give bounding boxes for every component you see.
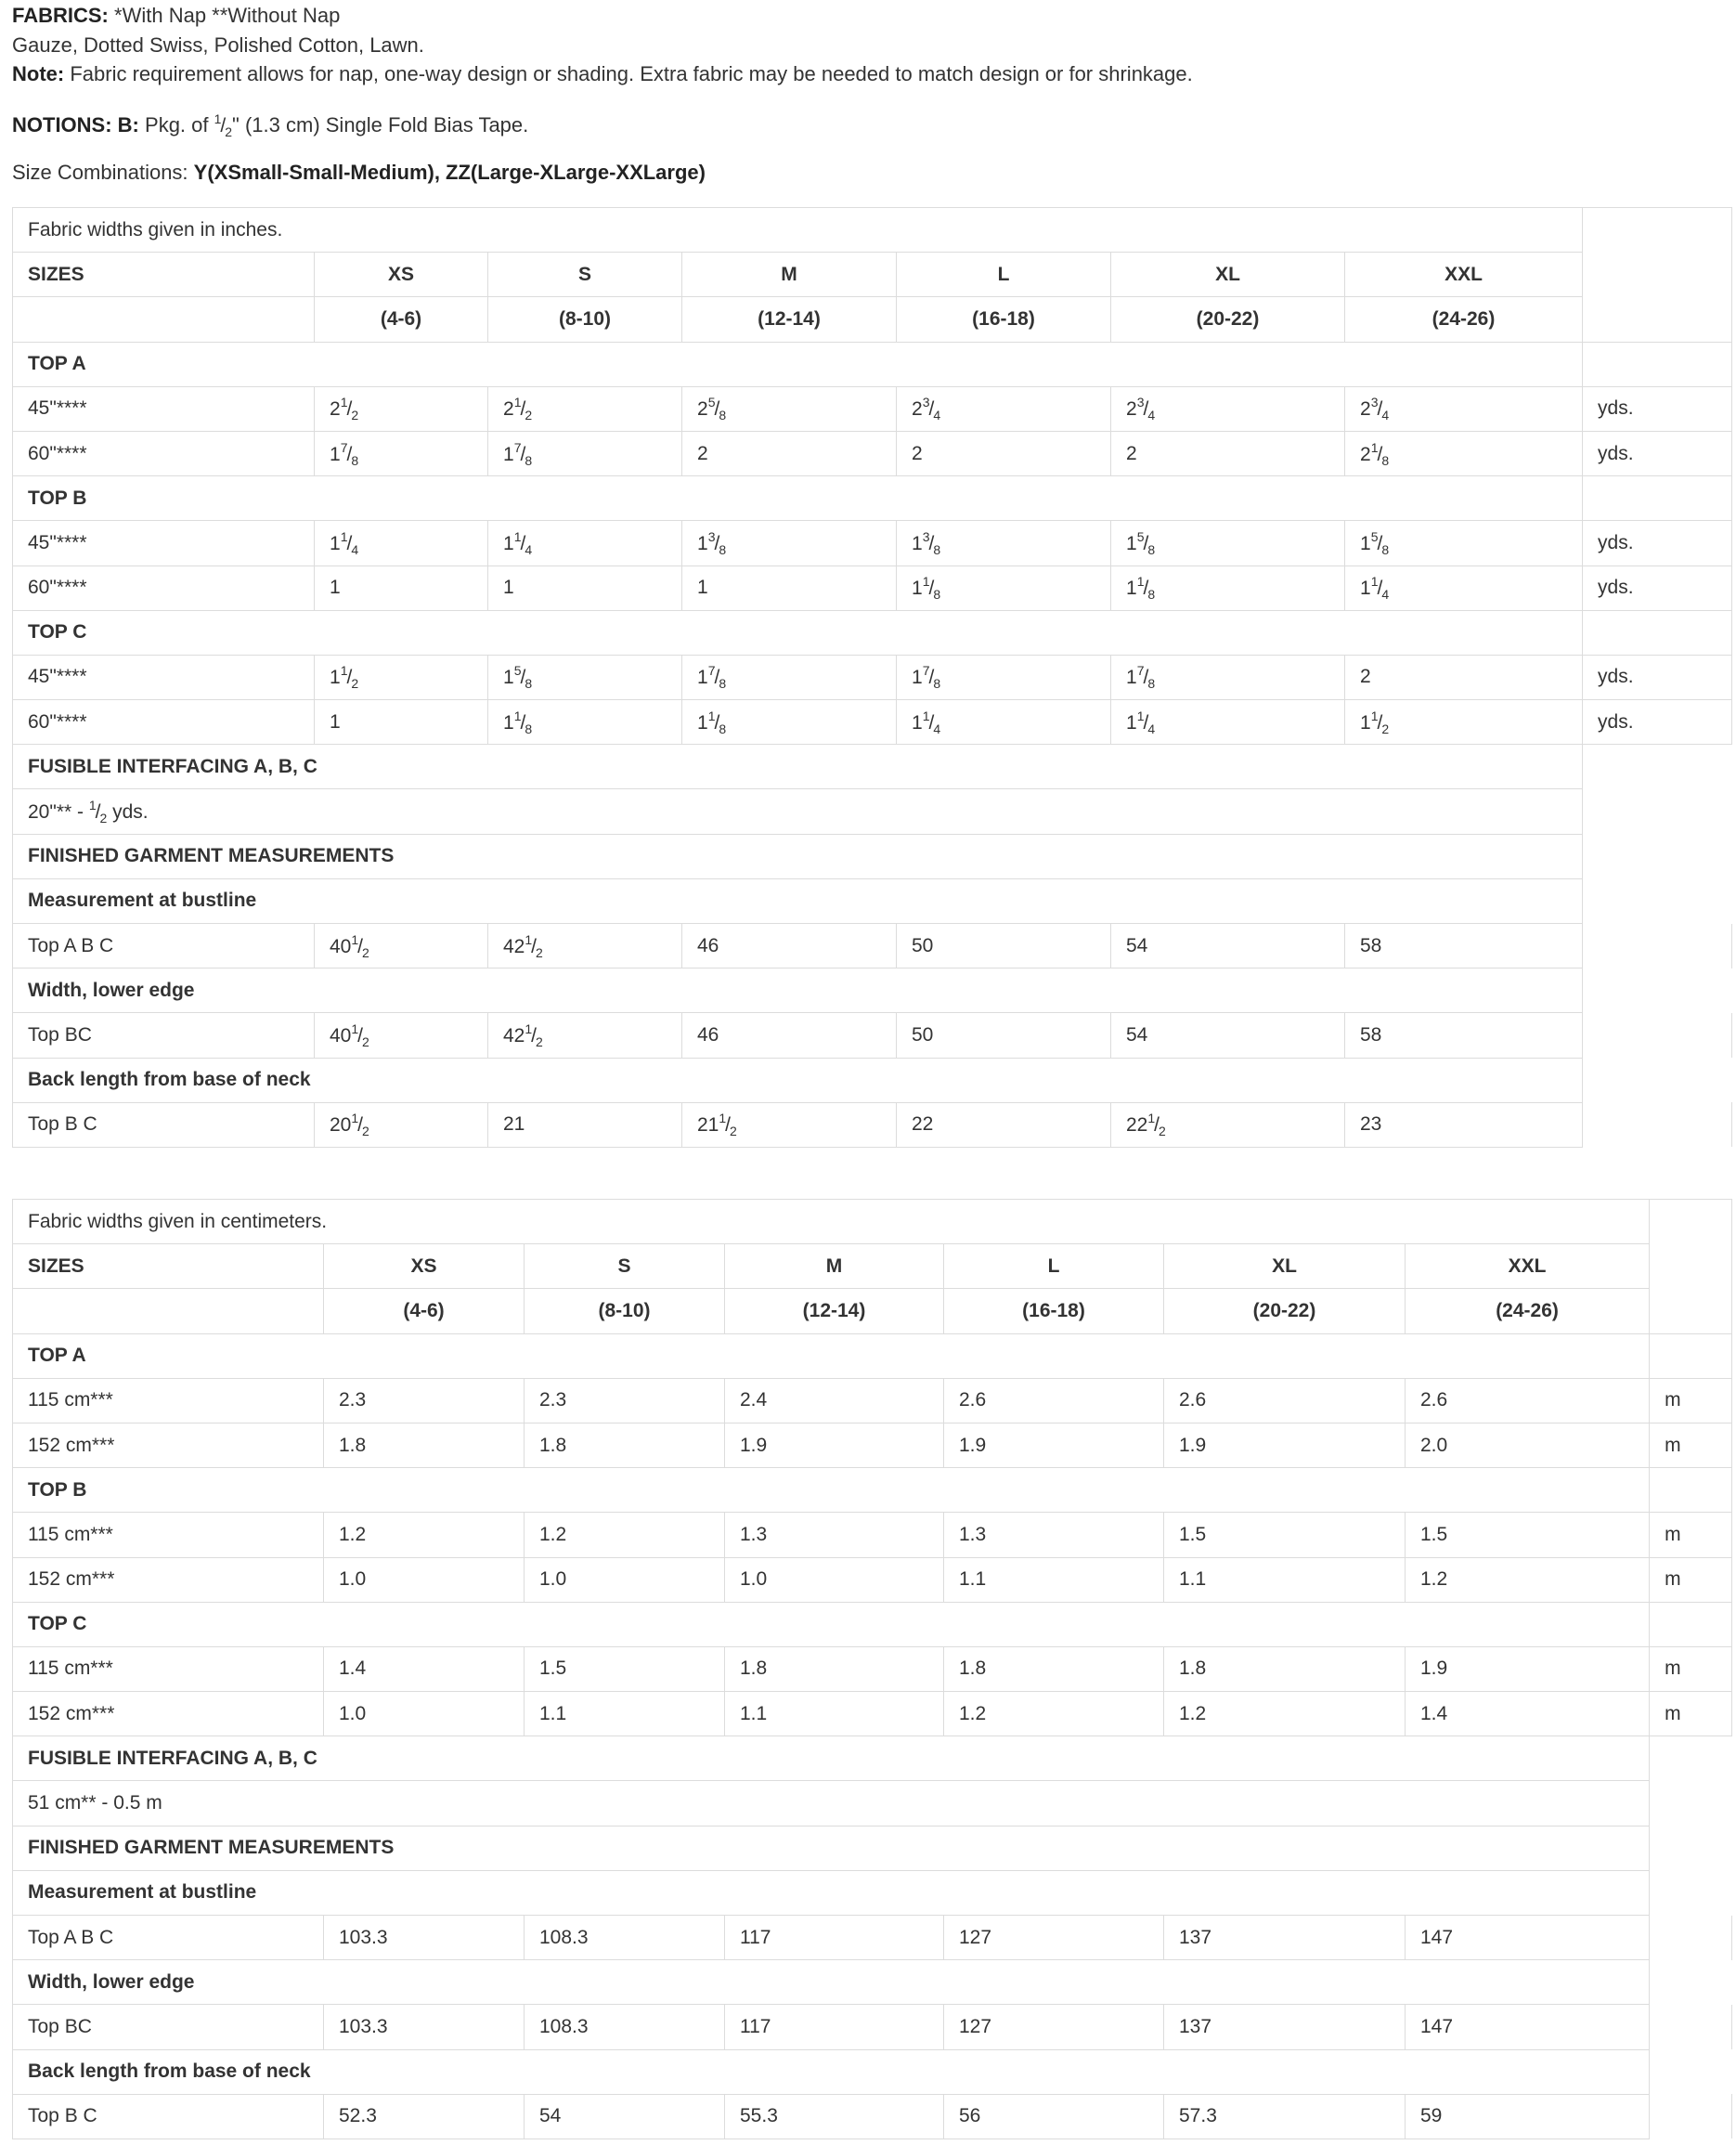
cell-xxl: $1^1/_4$ [1345, 566, 1583, 610]
unit-blank [1583, 789, 1732, 834]
unit-blank [1583, 834, 1732, 878]
size-combinations-label: Size Combinations: [12, 161, 188, 184]
section-label: FUSIBLE INTERFACING A, B, C [13, 1736, 1650, 1781]
fabrics-list: Gauze, Dotted Swiss, Polished Cotton, Lawn. [12, 33, 424, 57]
unit-blank [1583, 476, 1732, 521]
cell-s: 1.2 [525, 1513, 725, 1557]
cell-xs: $20^1/_2$ [315, 1102, 488, 1147]
table-row [13, 1513, 1732, 1557]
cell-xxl: 2 [1345, 655, 1583, 699]
cell-m: 1.1 [725, 1692, 944, 1736]
unit-blank [1583, 1058, 1732, 1102]
cell-xxl: $2^1/_8$ [1345, 431, 1583, 475]
unit-blank [1650, 2005, 1732, 2049]
section-label: Back length from base of neck [13, 1058, 1583, 1102]
cell-s: 1.1 [525, 1692, 725, 1736]
row-label: Top BC [13, 2005, 324, 2049]
size-range-m: (12-14) [725, 1289, 944, 1333]
size-range-xl: (20-22) [1111, 297, 1345, 342]
size-range-xs: (4-6) [315, 297, 488, 342]
cell-l: $1^3/_8$ [897, 521, 1111, 566]
notions-text: Pkg. of $^1/_2$" (1.3 cm) Single Fold Bias Tape. [145, 111, 529, 139]
row-label: 115 cm*** [13, 1646, 324, 1691]
cell-xl: 54 [1111, 1013, 1345, 1058]
cell-m: 46 [682, 1013, 897, 1058]
unit-cell: m [1650, 1378, 1732, 1423]
size-header-xl: XL [1164, 1244, 1406, 1289]
note-label: Note: [12, 62, 65, 85]
section-row [13, 1602, 1732, 1646]
size-header-xs: XS [315, 253, 488, 297]
unit-blank [1650, 1960, 1732, 2005]
section-row [13, 1058, 1732, 1102]
section-label: TOP A [13, 342, 1583, 386]
cell-l: 50 [897, 924, 1111, 968]
cell-xl: 1.5 [1164, 1513, 1406, 1557]
cell-xxl: 147 [1406, 1916, 1650, 1960]
cell-m: 55.3 [725, 2094, 944, 2138]
note-text: Fabric requirement allows for nap, one-way design or shading. Extra fabric may be needed to match design or for shrinkage. [70, 62, 1193, 85]
unit-blank [1583, 342, 1732, 386]
cell-s: 108.3 [525, 1916, 725, 1960]
table-row [13, 2094, 1732, 2138]
unit-blank [1650, 1333, 1732, 1378]
cell-l: $2^3/_4$ [897, 386, 1111, 431]
cell-s: 1.0 [525, 1557, 725, 1602]
cell-xxl: $1^5/_8$ [1345, 521, 1583, 566]
unit-column-header-blank [1650, 1200, 1732, 1334]
section-row [13, 342, 1732, 386]
unit-blank [1650, 2094, 1732, 2138]
cell-xl: 137 [1164, 2005, 1406, 2049]
cell-s: 1.5 [525, 1646, 725, 1691]
cell-m: $1^3/_8$ [682, 521, 897, 566]
section-label: FINISHED GARMENT MEASUREMENTS [13, 834, 1583, 878]
cell-l: 2.6 [944, 1378, 1164, 1423]
cell-xs: 1.0 [324, 1557, 525, 1602]
size-range-blank [13, 297, 315, 342]
size-header-xxl: XXL [1406, 1244, 1650, 1289]
section-row [13, 1736, 1732, 1781]
cell-l: 1.8 [944, 1646, 1164, 1691]
cell-s: $1^1/_8$ [488, 700, 682, 745]
cell-l: $1^1/_8$ [897, 566, 1111, 610]
row-label: 45"**** [13, 655, 315, 699]
cell-m: $21^1/_2$ [682, 1102, 897, 1147]
row-label: 60"**** [13, 431, 315, 475]
size-range-s: (8-10) [488, 297, 682, 342]
cell-m: $1^7/_8$ [682, 655, 897, 699]
cell-xxl: 1.2 [1406, 1557, 1650, 1602]
unit-blank [1650, 1916, 1732, 1960]
sizes-label: SIZES [13, 1244, 324, 1289]
section-label: Measurement at bustline [13, 1870, 1650, 1915]
unit-cell: m [1650, 1557, 1732, 1602]
section-row [13, 1960, 1732, 2005]
span-label: 20"** - $^1/_2$ yds. [13, 789, 1583, 834]
cell-xl: $1^1/_4$ [1111, 700, 1345, 745]
size-header-m: M [725, 1244, 944, 1289]
unit-blank [1650, 1736, 1732, 1781]
cell-xxl: 58 [1345, 1013, 1583, 1058]
table-row [13, 700, 1732, 745]
row-label: 152 cm*** [13, 1557, 324, 1602]
unit-blank [1583, 745, 1732, 789]
unit-blank [1650, 1826, 1732, 1870]
table-row [13, 1423, 1732, 1467]
cell-s: 54 [525, 2094, 725, 2138]
unit-blank [1583, 610, 1732, 655]
cell-xs: 1.4 [324, 1646, 525, 1691]
cell-m: 1.0 [725, 1557, 944, 1602]
table-row [13, 1692, 1732, 1736]
cell-m: $1^1/_8$ [682, 700, 897, 745]
table-row [13, 386, 1732, 431]
cell-m: 2.4 [725, 1378, 944, 1423]
cell-xxl: 2.0 [1406, 1423, 1650, 1467]
table-row [13, 566, 1732, 610]
cell-m: 1.9 [725, 1423, 944, 1467]
cell-xl: 1.8 [1164, 1646, 1406, 1691]
cell-xxl: $2^3/_4$ [1345, 386, 1583, 431]
fabrics-label: FABRICS: [12, 4, 109, 27]
span-label: 51 cm** - 0.5 m [13, 1781, 1650, 1826]
cell-l: 50 [897, 1013, 1111, 1058]
cell-l: 56 [944, 2094, 1164, 2138]
cell-xl: 2 [1111, 431, 1345, 475]
section-row [13, 968, 1732, 1013]
cell-xxl: 59 [1406, 2094, 1650, 2138]
table-row [13, 924, 1732, 968]
fabrics-line [12, 4, 340, 28]
size-range-l: (16-18) [944, 1289, 1164, 1333]
section-label: Width, lower edge [13, 1960, 1650, 2005]
size-header-xxl: XXL [1345, 253, 1583, 297]
section-row [13, 2049, 1732, 2094]
unit-cell: m [1650, 1646, 1732, 1691]
yardage-table-centimeters [12, 1199, 1732, 2139]
cell-s: $42^1/_2$ [488, 1013, 682, 1058]
section-row [13, 610, 1732, 655]
cell-xs: 103.3 [324, 1916, 525, 1960]
unit-blank [1650, 2049, 1732, 2094]
cell-l: 1.3 [944, 1513, 1164, 1557]
table-row [13, 1102, 1732, 1147]
section-label: TOP A [13, 1333, 1650, 1378]
unit-blank [1650, 1468, 1732, 1513]
cell-m: 46 [682, 924, 897, 968]
row-label: 115 cm*** [13, 1513, 324, 1557]
size-range-blank [13, 1289, 324, 1333]
size-range-s: (8-10) [525, 1289, 725, 1333]
fabrics-text: *With Nap **Without Nap [114, 4, 341, 27]
cell-xl: $1^1/_8$ [1111, 566, 1345, 610]
cell-xs: $2^1/_2$ [315, 386, 488, 431]
unit-blank [1650, 1870, 1732, 1915]
notions-line [12, 111, 528, 139]
section-label: TOP C [13, 610, 1583, 655]
section-label: TOP C [13, 1602, 1650, 1646]
size-range-xl: (20-22) [1164, 1289, 1406, 1333]
yardage-table-inches [12, 207, 1732, 1148]
cell-xs: 103.3 [324, 2005, 525, 2049]
row-label: 60"**** [13, 700, 315, 745]
row-label: 152 cm*** [13, 1692, 324, 1736]
cell-s: $1^1/_4$ [488, 521, 682, 566]
row-label: 60"**** [13, 566, 315, 610]
section-label: TOP B [13, 1468, 1650, 1513]
cell-xs: 2.3 [324, 1378, 525, 1423]
cell-xs: $1^1/_2$ [315, 655, 488, 699]
cell-xl: 1.2 [1164, 1692, 1406, 1736]
span-row [13, 1781, 1732, 1826]
cell-xl: 57.3 [1164, 2094, 1406, 2138]
size-header-s: S [525, 1244, 725, 1289]
cell-xl: $2^3/_4$ [1111, 386, 1345, 431]
cell-xxl: 58 [1345, 924, 1583, 968]
note-line [12, 62, 1193, 86]
table-caption: Fabric widths given in centimeters. [13, 1200, 1650, 1244]
cell-l: 127 [944, 2005, 1164, 2049]
unit-cell: yds. [1583, 431, 1732, 475]
row-label: Top B C [13, 1102, 315, 1147]
cell-xl: 1.9 [1164, 1423, 1406, 1467]
cell-xxl: 1.9 [1406, 1646, 1650, 1691]
span-row [13, 789, 1732, 834]
unit-column-header-blank [1583, 208, 1732, 343]
cell-xxl: 147 [1406, 2005, 1650, 2049]
row-label: Top A B C [13, 924, 315, 968]
row-label: 115 cm*** [13, 1378, 324, 1423]
cell-xs: $1^1/_4$ [315, 521, 488, 566]
size-header-xs: XS [324, 1244, 525, 1289]
cell-l: 1.2 [944, 1692, 1164, 1736]
table-row [13, 1378, 1732, 1423]
unit-cell: m [1650, 1692, 1732, 1736]
unit-cell: yds. [1583, 700, 1732, 745]
cell-xl: $1^5/_8$ [1111, 521, 1345, 566]
cell-s: 1.8 [525, 1423, 725, 1467]
section-row [13, 878, 1732, 923]
cell-l: 1.1 [944, 1557, 1164, 1602]
section-label: Back length from base of neck [13, 2049, 1650, 2094]
table-row [13, 1916, 1732, 1960]
size-header-s: S [488, 253, 682, 297]
table-row [13, 655, 1732, 699]
cell-l: 22 [897, 1102, 1111, 1147]
size-combinations-line [12, 161, 706, 185]
section-label: FUSIBLE INTERFACING A, B, C [13, 745, 1583, 789]
table-row [13, 1013, 1732, 1058]
cell-xl: 1.1 [1164, 1557, 1406, 1602]
cell-xs: $40^1/_2$ [315, 924, 488, 968]
unit-cell: yds. [1583, 655, 1732, 699]
section-row [13, 745, 1732, 789]
section-row [13, 1826, 1732, 1870]
size-combinations-text: Y(XSmall-Small-Medium), ZZ(Large-XLarge-XXLarge) [193, 161, 706, 184]
cell-s: $42^1/_2$ [488, 924, 682, 968]
section-row [13, 1333, 1732, 1378]
row-label: Top B C [13, 2094, 324, 2138]
cell-xxl: $1^1/_2$ [1345, 700, 1583, 745]
size-range-m: (12-14) [682, 297, 897, 342]
cell-m: 117 [725, 1916, 944, 1960]
cell-l: 2 [897, 431, 1111, 475]
cell-l: $1^1/_4$ [897, 700, 1111, 745]
cell-xxl: 1.5 [1406, 1513, 1650, 1557]
section-label: Width, lower edge [13, 968, 1583, 1013]
unit-cell: m [1650, 1423, 1732, 1467]
row-label: 152 cm*** [13, 1423, 324, 1467]
cell-s: 21 [488, 1102, 682, 1147]
cell-m: 117 [725, 2005, 944, 2049]
row-label: 45"**** [13, 521, 315, 566]
size-header-l: L [944, 1244, 1164, 1289]
table-row [13, 1646, 1732, 1691]
section-row [13, 1870, 1732, 1915]
size-range-xxl: (24-26) [1406, 1289, 1650, 1333]
cell-xxl: 1.4 [1406, 1692, 1650, 1736]
unit-blank [1583, 924, 1732, 968]
unit-blank [1583, 878, 1732, 923]
cell-xs: 1.8 [324, 1423, 525, 1467]
cell-m: 1.8 [725, 1646, 944, 1691]
cell-xs: 1 [315, 566, 488, 610]
size-range-xxl: (24-26) [1345, 297, 1583, 342]
table-row [13, 2005, 1732, 2049]
cell-s: 108.3 [525, 2005, 725, 2049]
section-label: TOP B [13, 476, 1583, 521]
section-row [13, 834, 1732, 878]
section-row [13, 1468, 1732, 1513]
cell-xs: 1.0 [324, 1692, 525, 1736]
cell-m: 2 [682, 431, 897, 475]
cell-xl: $22^1/_2$ [1111, 1102, 1345, 1147]
table-row [13, 1557, 1732, 1602]
table-row [13, 431, 1732, 475]
table-row [13, 521, 1732, 566]
cell-s: $1^7/_8$ [488, 431, 682, 475]
cell-xs: 52.3 [324, 2094, 525, 2138]
size-header-m: M [682, 253, 897, 297]
row-label: 45"**** [13, 386, 315, 431]
unit-blank [1583, 1013, 1732, 1058]
cell-l: 127 [944, 1916, 1164, 1960]
section-label: FINISHED GARMENT MEASUREMENTS [13, 1826, 1650, 1870]
cell-xxl: 2.6 [1406, 1378, 1650, 1423]
cell-s: $1^5/_8$ [488, 655, 682, 699]
cell-xl: 2.6 [1164, 1378, 1406, 1423]
cell-xs: $40^1/_2$ [315, 1013, 488, 1058]
section-row [13, 476, 1732, 521]
cell-xl: $1^7/_8$ [1111, 655, 1345, 699]
cell-s: 2.3 [525, 1378, 725, 1423]
cell-xxl: 23 [1345, 1102, 1583, 1147]
cell-s: 1 [488, 566, 682, 610]
row-label: Top BC [13, 1013, 315, 1058]
unit-blank [1583, 1102, 1732, 1147]
cell-xs: 1 [315, 700, 488, 745]
size-range-l: (16-18) [897, 297, 1111, 342]
size-header-l: L [897, 253, 1111, 297]
row-label: Top A B C [13, 1916, 324, 1960]
unit-blank [1650, 1602, 1732, 1646]
cell-m: 1.3 [725, 1513, 944, 1557]
cell-m: $2^5/_8$ [682, 386, 897, 431]
sizes-label: SIZES [13, 253, 315, 297]
unit-cell: yds. [1583, 386, 1732, 431]
cell-xl: 137 [1164, 1916, 1406, 1960]
cell-xs: 1.2 [324, 1513, 525, 1557]
size-header-xl: XL [1111, 253, 1345, 297]
cell-l: 1.9 [944, 1423, 1164, 1467]
unit-blank [1583, 968, 1732, 1013]
cell-m: 1 [682, 566, 897, 610]
cell-s: $2^1/_2$ [488, 386, 682, 431]
size-range-xs: (4-6) [324, 1289, 525, 1333]
unit-blank [1650, 1781, 1732, 1826]
table-caption: Fabric widths given in inches. [13, 208, 1583, 253]
cell-xs: $1^7/_8$ [315, 431, 488, 475]
unit-cell: yds. [1583, 566, 1732, 610]
unit-cell: yds. [1583, 521, 1732, 566]
notions-label: NOTIONS: B: [12, 113, 139, 136]
cell-xl: 54 [1111, 924, 1345, 968]
unit-cell: m [1650, 1513, 1732, 1557]
cell-l: $1^7/_8$ [897, 655, 1111, 699]
section-label: Measurement at bustline [13, 878, 1583, 923]
